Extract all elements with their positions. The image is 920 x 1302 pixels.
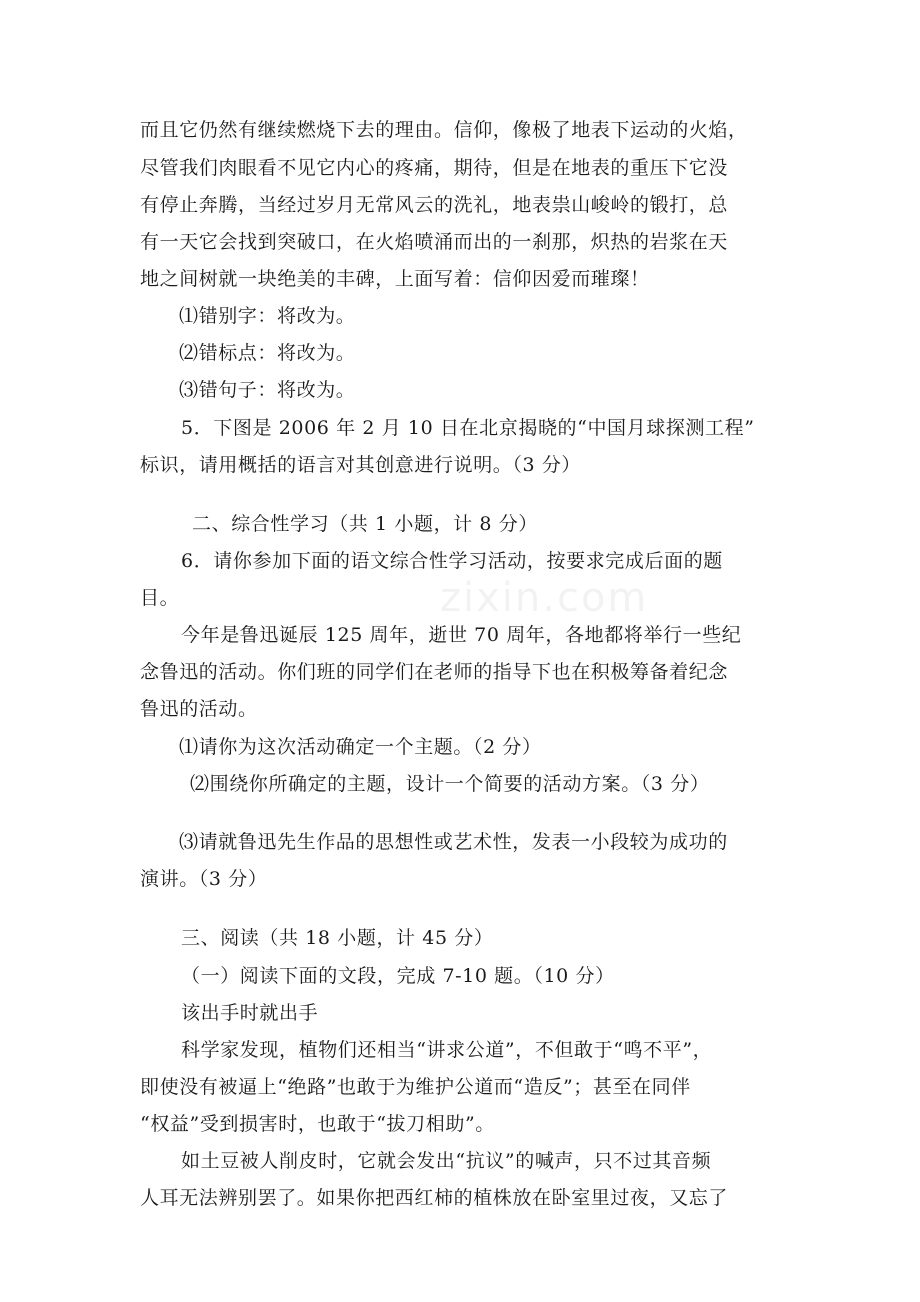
section-heading-comprehensive: 二、综合性学习（共 1 小题，计 8 分）: [192, 513, 538, 535]
correction-item-punctuation: ⑵错标点：将改为。: [179, 342, 356, 364]
paragraph-line: “权益”受到损害时，也敢于“拔刀相助”。: [140, 1113, 495, 1135]
paragraph-line: 今年是鲁迅诞辰 125 周年，逝世 70 周年，各地都将举行一些纪: [181, 624, 742, 646]
reading-instruction: （一）阅读下面的文段，完成 7-10 题。（10 分）: [181, 965, 615, 987]
question-5: 5．下图是 2006 年 2 月 10 日在北京揭晓的“中国月球探测工程”: [181, 417, 755, 439]
paragraph-line: 人耳无法辨别罢了。如果你把西红柿的植株放在卧室里过夜，又忘了: [140, 1187, 729, 1209]
paragraph-line: 科学家发现，植物们还相当“讲求公道”，不但敢于“鸣不平”，: [181, 1039, 713, 1061]
watermark: zixin.com: [440, 575, 649, 621]
paragraph-line: 地之间树就一块绝美的丰碑，上面写着：信仰因爱而璀璨！: [140, 268, 650, 290]
question-6-continued: 目。: [140, 587, 180, 609]
paragraph-line: 有一天它会找到突破口，在火焰喷涌而出的一刹那，炽热的岩浆在天: [140, 231, 729, 253]
article-title: 该出手时就出手: [181, 1002, 319, 1024]
paragraph-line: 即使没有被逼上“绝路”也敢于为维护公道而“造反”；甚至在同伴: [140, 1076, 691, 1098]
paragraph-line: 鲁迅的活动。: [140, 698, 258, 720]
paragraph-line: 尽管我们肉眼看不见它内心的疼痛，期待，但是在地表的重压下它没: [140, 157, 729, 179]
sub-question-1: ⑴请你为这次活动确定一个主题。（2 分）: [179, 736, 542, 758]
question-5-continued: 标识，请用概括的语言对其创意进行说明。（3 分）: [140, 454, 582, 476]
paragraph-line: 而且它仍然有继续燃烧下去的理由。信仰，像极了地表下运动的火焰，: [140, 119, 748, 141]
paragraph-line: 有停止奔腾，当经过岁月无常风云的洗礼，地表祟山峻岭的锻打，总: [140, 194, 729, 216]
question-6: 6．请你参加下面的语文综合性学习活动，按要求完成后面的题: [181, 550, 723, 572]
sub-question-3: ⑶请就鲁迅先生作品的思想性或艺术性，发表一小段较为成功的: [179, 831, 728, 853]
section-heading-reading: 三、阅读（共 18 小题，计 45 分）: [181, 927, 494, 949]
sub-question-3-continued: 演讲。（3 分）: [140, 868, 268, 890]
correction-item-sentence: ⑶错句子：将改为。: [179, 379, 356, 401]
correction-item-typo: ⑴错别字：将改为。: [179, 305, 356, 327]
paragraph-line: 念鲁迅的活动。你们班的同学们在老师的指导下也在积极筹备着纪念: [140, 661, 729, 683]
paragraph-line: 如土豆被人削皮时，它就会发出“抗议”的喊声，只不过其音频: [181, 1150, 712, 1172]
sub-question-2: ⑵围绕你所确定的主题，设计一个简要的活动方案。（3 分）: [190, 773, 710, 795]
